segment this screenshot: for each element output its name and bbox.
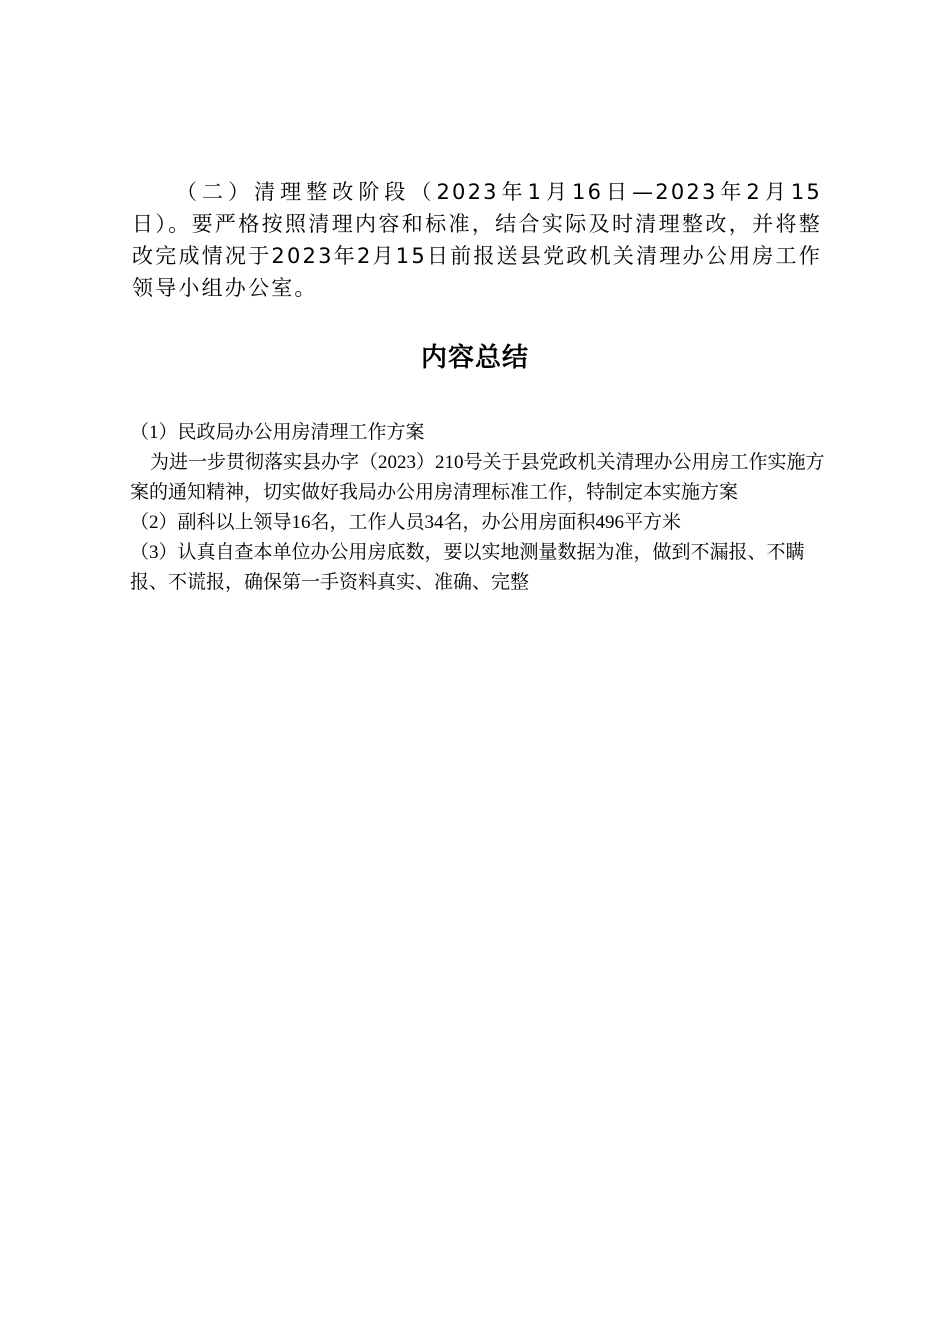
summary-list [130, 418, 830, 598]
summary-item-1-detail: 为进一步贯彻落实县办字（2023）210号关于县党政机关清理办公用房工作实施方案的通知精神，切实做好我局办公用房清理标准工作，特制定本实施方案 [130, 452, 825, 503]
summary-item-2: （2）副科以上领导16名，工作人员34名，办公用房面积496平方米 [130, 512, 682, 533]
summary-title: 内容总结 [420, 343, 529, 373]
section-paragraph: （二）清理整改阶段（2023年1月16日—2023年2月15日）。要严格按照清理内容和标准，结合实际及时清理整改，并将整改完成情况于2023年2月15日前报送县党政机关清理办公用房工作领导小组办公室。 [132, 180, 822, 300]
summary-item-1: （1）民政局办公用房清理工作方案 [130, 422, 425, 443]
summary-item-3: （3）认真自查本单位办公用房底数，要以实地测量数据为准，做到不漏报、不瞒报、不谎报，确保第一手资料真实、准确、完整 [130, 542, 805, 593]
